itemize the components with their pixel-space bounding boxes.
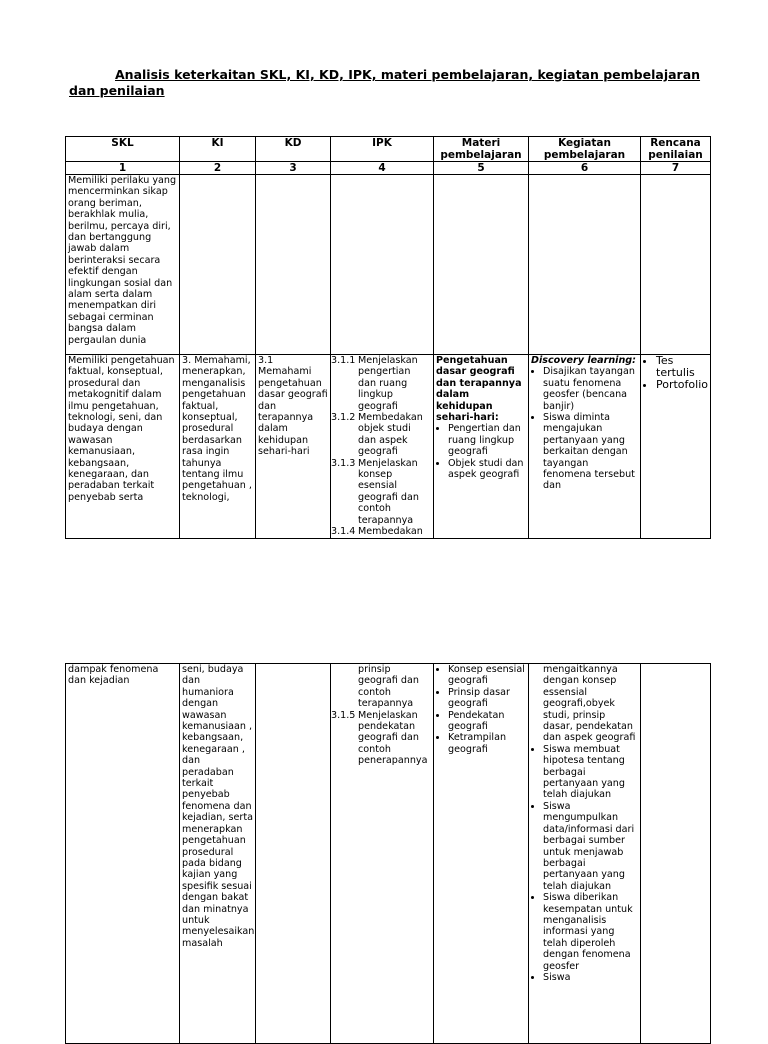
materi-item: • Konsep esensial geografi [448, 664, 526, 687]
column-number: 5 [434, 162, 529, 175]
penilaian-cell [641, 355, 711, 539]
ipk-item: 3.1.2 Membedakan objek studi dan aspek geografi [331, 412, 423, 458]
penilaian-item: • Tes tertulis [656, 355, 708, 379]
ki-cell [180, 175, 256, 355]
kd-cell: 3.1 Memahami pengetahuan dasar geografi dan terapannya dalam kehidupan sehari-hari [256, 355, 331, 539]
skl-cell: dampak fenomena dan kejadian [66, 664, 180, 1044]
materi-cell [434, 664, 529, 1044]
kegiatan-continued-text: mengaitkannya dengan konsep essensial geografi,obyek studi, prinsip dasar, pendekatan dan aspek geografi [543, 664, 636, 744]
ipk-item: 3.1.4 Membedakan [331, 526, 423, 538]
kegiatan-item: • Disajikan tayangan suatu fenomena geosfer (bencana banjir) [543, 366, 638, 412]
column-number: 4 [331, 162, 434, 175]
analysis-table-page-top [65, 136, 711, 539]
header-materi: Materi pembelajaran [434, 137, 529, 162]
ipk-item: 3.1.1 Menjelaskan pengertian dan ruang lingkup geografi [331, 355, 418, 412]
column-number: 2 [180, 162, 256, 175]
penilaian-item: • Portofolio [656, 379, 708, 391]
kegiatan-cell [529, 664, 641, 1044]
skl-cell: Memiliki pengetahuan faktual, konseptual, prosedural dan metakognitif dalam ilmu pengetahuan, teknologi, seni, dan budaya dengan wawasan kemanusiaan, kebangsaan, kenegaraan, dan peradaban terkait penyebab serta [66, 355, 180, 539]
materi-title: Pengetahuan dasar geografi dan terapannya dalam kehidupan sehari-hari: [436, 355, 522, 424]
penilaian-cell [641, 175, 711, 355]
kegiatan-item: • Siswa [543, 972, 638, 983]
header-kd: KD [256, 137, 331, 162]
kegiatan-item: • Siswa mengumpulkan data/informasi dari berbagai sumber untuk menjawab berbagai pertanyaan yang telah diajukan [543, 801, 638, 892]
ipk-item: 3.1.3 Menjelaskan konsep esensial geografi dan contoh terapannya [331, 457, 419, 526]
header-kegiatan: Kegiatan pembelajaran [529, 137, 641, 162]
materi-item: • Prinsip dasar geografi [448, 687, 526, 710]
document-title: Analisis keterkaitan SKL, KI, KD, IPK, materi pembelajaran, kegiatan pembelajaran dan penilaian [69, 67, 701, 98]
materi-cell [434, 175, 529, 355]
header-penilaian: Rencana penilaian [641, 137, 711, 162]
header-skl: SKL [66, 137, 180, 162]
kd-cell [256, 664, 331, 1044]
header-ki: KI [180, 137, 256, 162]
materi-item: • Ketrampilan geografi [448, 732, 526, 755]
ki-cell: 3. Memahami, menerapkan, menganalisis pengetahuan faktual, konseptual, prosedural berdasarkan rasa ingin tahunya tentang ilmu pengetahuan , teknologi, [180, 355, 256, 539]
ipk-cell [331, 355, 434, 539]
header-ipk: IPK [331, 137, 434, 162]
kegiatan-item: • Siswa membuat hipotesa tentang berbagai pertanyaan yang telah diajukan [543, 744, 638, 801]
ipk-item: 3.1.5 Menjelaskan pendekatan geografi dan contoh penerapannya [331, 709, 428, 767]
kegiatan-cell [529, 175, 641, 355]
kd-cell [256, 175, 331, 355]
kegiatan-title: Discovery learning: [531, 355, 636, 366]
column-number: 7 [641, 162, 711, 175]
kegiatan-item: • Siswa diminta mengajukan pertanyaan yang berkaitan dengan tayangan fenomena tersebut dan [543, 412, 638, 492]
ipk-cell [331, 175, 434, 355]
ipk-cell [331, 664, 434, 1044]
column-number: 3 [256, 162, 331, 175]
materi-item: • Pendekatan geografi [448, 710, 526, 733]
skl-cell: Memiliki perilaku yang mencerminkan sikap orang beriman, berakhlak mulia, berilmu, percaya diri, dan bertanggung jawab dalam berinteraksi secara efektif dengan lingkungan sosial dan alam serta dalam menempatkan diri sebagai cerminan bangsa dalam pergaulan dunia [66, 175, 180, 355]
column-number: 1 [66, 162, 180, 175]
ki-cell: seni, budaya dan humaniora dengan wawasan kemanusiaan , kebangsaan, kenegaraan , dan peradaban terkait penyebab fenomena dan kejadian, serta menerapkan pengetahuan prosedural pada bidang kajian yang spesifik sesuai dengan bakat dan minatnya untuk menyelesaikan masalah [180, 664, 256, 1044]
kegiatan-cell [529, 355, 641, 539]
column-number: 6 [529, 162, 641, 175]
kegiatan-item: • Siswa diberikan kesempatan untuk menganalisis informasi yang telah diperoleh dengan fenomena geosfer [543, 892, 638, 972]
ipk-continued-text: prinsip geografi dan contoh terapannya [358, 664, 419, 710]
materi-item: • Objek studi dan aspek geografi [448, 458, 526, 481]
materi-item: • Pengertian dan ruang lingkup geografi [448, 423, 526, 457]
materi-cell [434, 355, 529, 539]
penilaian-cell [641, 664, 711, 1044]
analysis-table-page-continued [65, 663, 711, 1044]
